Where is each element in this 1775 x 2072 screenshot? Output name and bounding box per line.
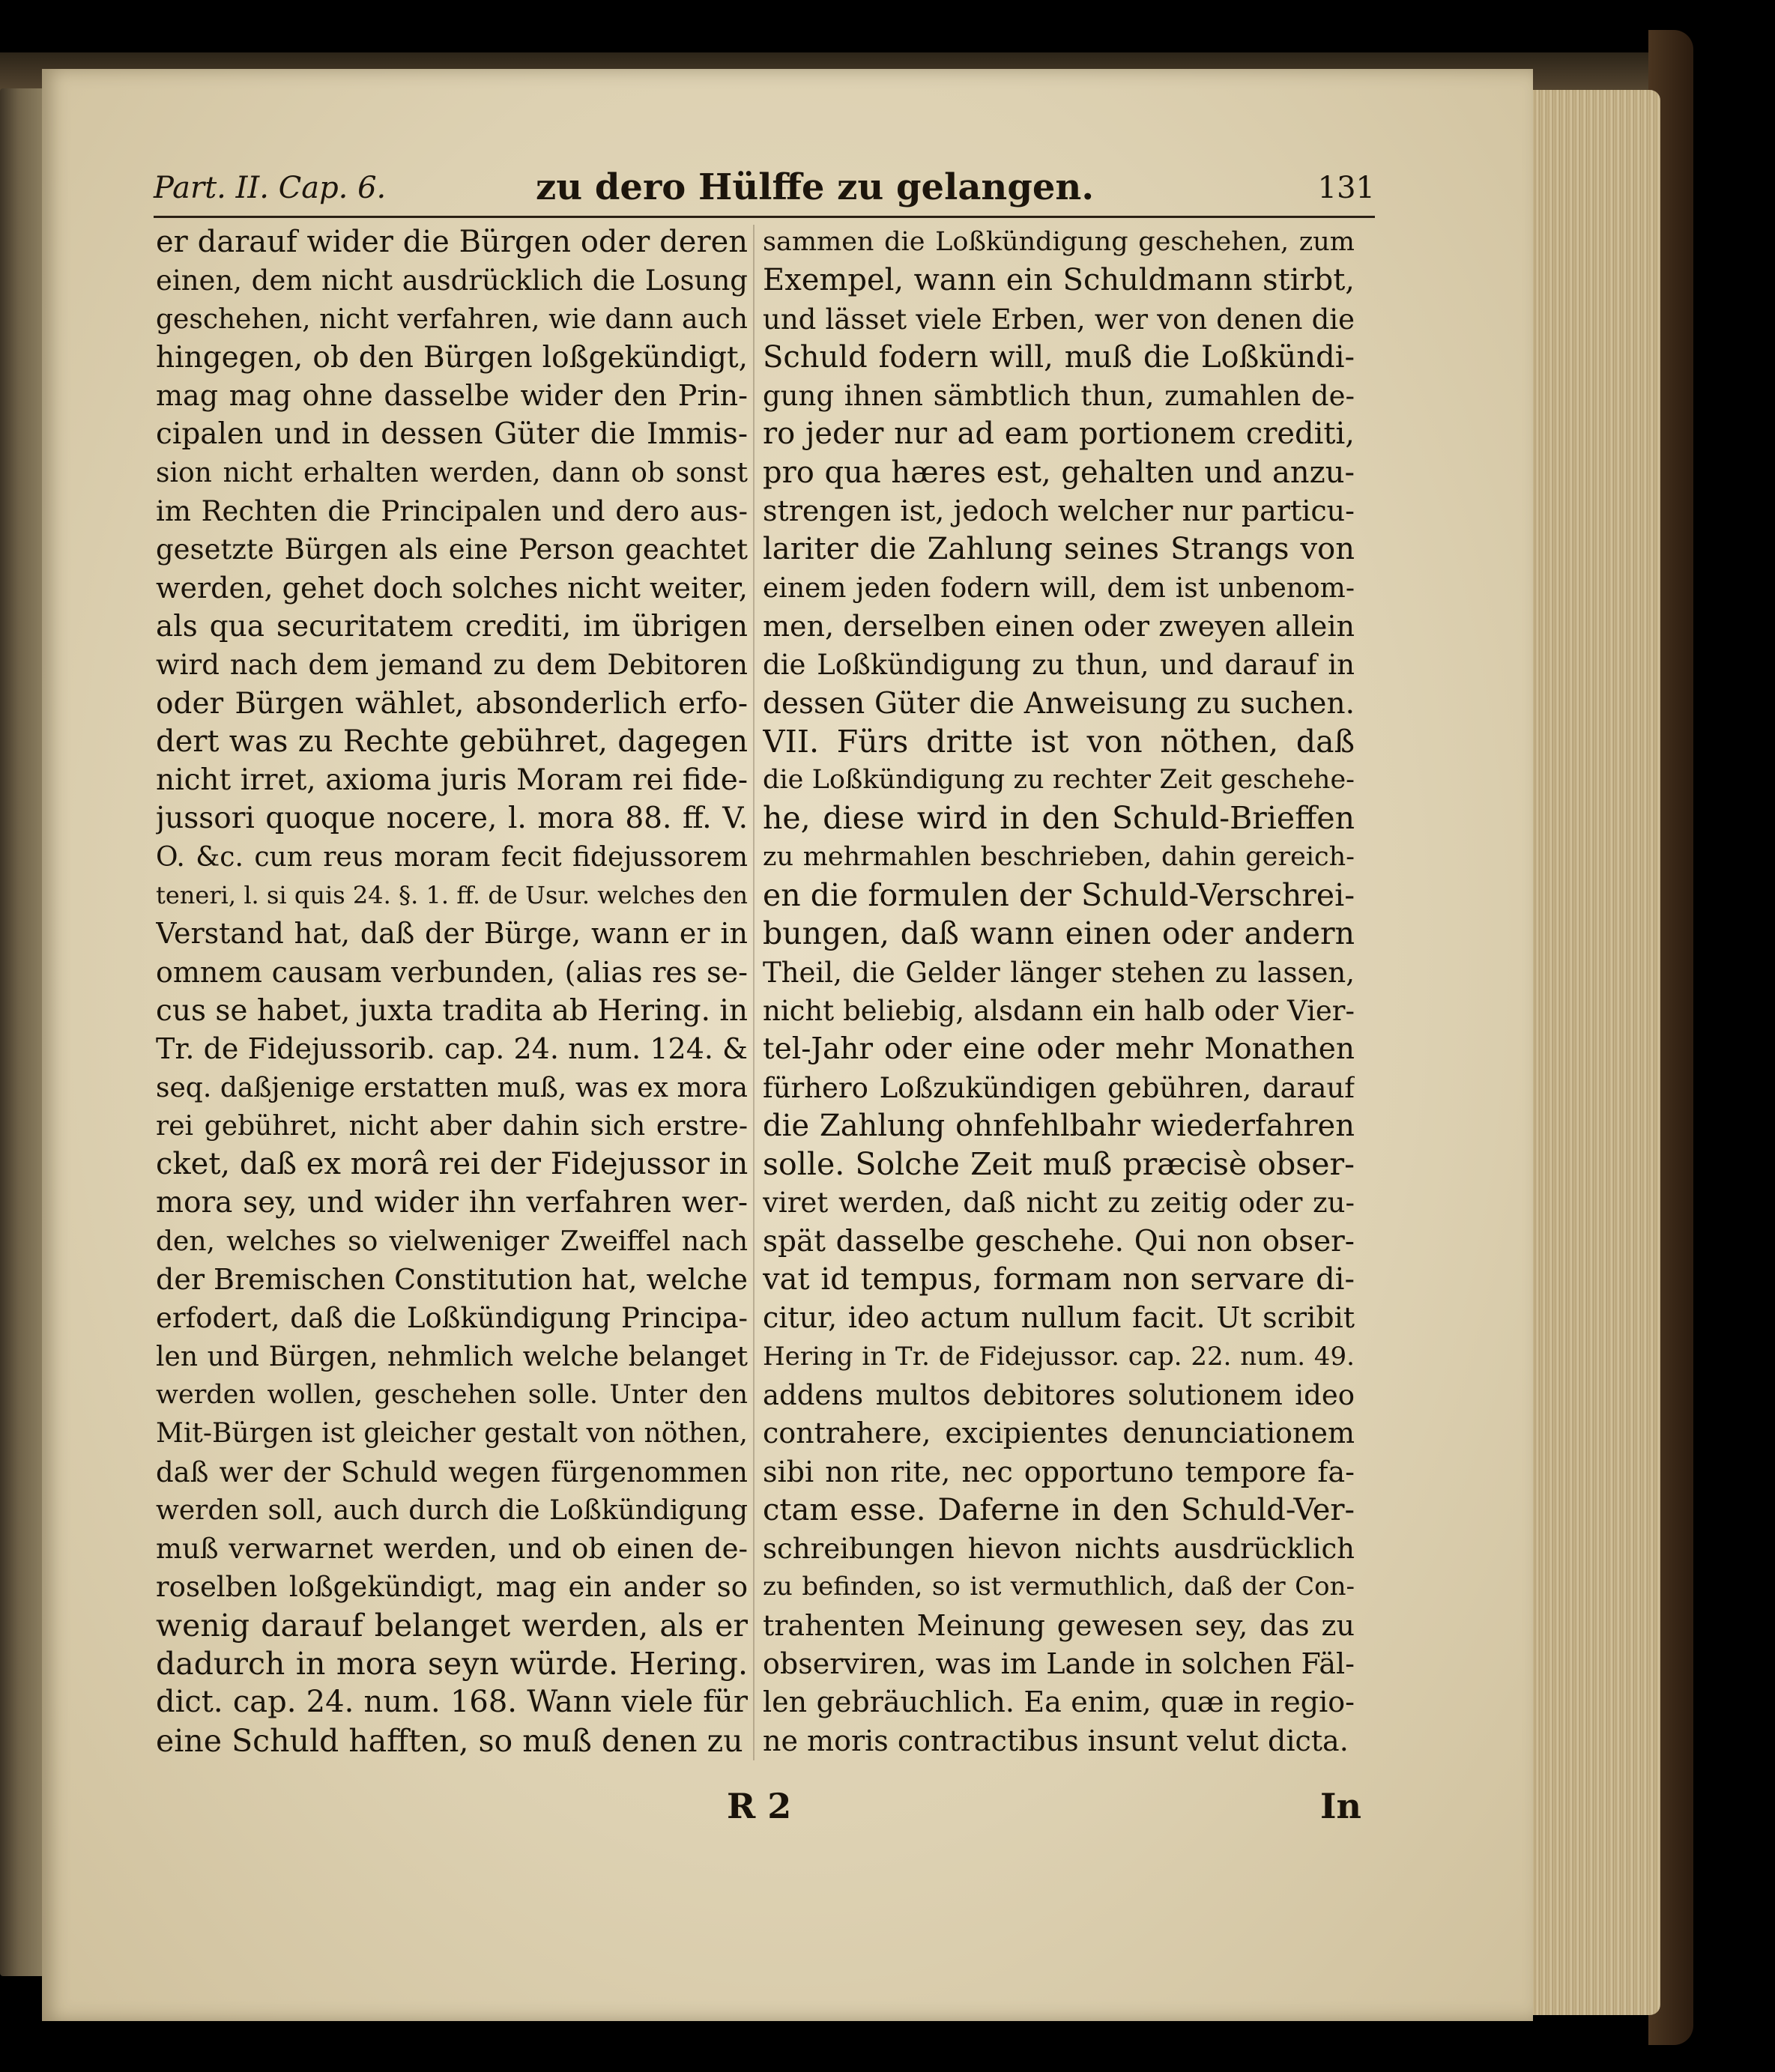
running-head	[154, 166, 1375, 219]
text-line: den, welches so vielweniger Zweiffel nach	[156, 1226, 748, 1257]
catchword: In	[1320, 1786, 1361, 1826]
text-line: mora sey, und wider ihn verfahren wer-	[156, 1186, 748, 1220]
text-line: vat id tempus, formam non servare di-	[763, 1262, 1355, 1297]
text-line: dadurch in mora seyn würde. Hering.	[156, 1645, 748, 1682]
text-line: zu befinden, so ist vermuthlich, daß der Con-	[763, 1572, 1355, 1602]
text-line: observiren, was im Lande in solchen Fäl-	[763, 1647, 1355, 1680]
text-line: Theil, die Gelder länger stehen zu lassen,	[763, 956, 1355, 989]
text-line: zu mehrmahlen beschrieben, dahin gereich-	[763, 841, 1355, 872]
running-head-chapter: Part. II. Cap. 6.	[154, 171, 387, 205]
text-line: werden, gehet doch solches nicht weiter,	[156, 571, 748, 605]
right-text-column	[763, 223, 1355, 1760]
text-line: ne moris contractibus insunt velut dicta.	[763, 1724, 1349, 1757]
text-line: Mit-Bürgen ist gleicher gestalt von nöthen,	[156, 1418, 748, 1450]
text-line: als qua securitatem crediti, im übrigen	[156, 609, 748, 643]
text-line: pro qua hæres est, gehalten und anzu-	[763, 455, 1355, 490]
text-line: O. &c. cum reus moram fecit fidejussorem	[156, 841, 748, 873]
left-text-column	[156, 223, 748, 1760]
text-line: viret werden, daß nicht zu zeitig oder zu-	[763, 1187, 1355, 1220]
text-line: omnem causam verbunden, (alias res se-	[156, 955, 748, 989]
text-line: oder Bürgen wählet, absonderlich erfo-	[156, 686, 748, 721]
text-line: addens multos debitores solutionem ideo	[763, 1378, 1355, 1411]
text-line: Hering in Tr. de Fidejussor. cap. 22. num. 49.	[763, 1341, 1355, 1372]
text-line: im Rechten die Principalen und dero aus-	[156, 495, 748, 528]
text-line: eine Schuld hafften, so muß denen zu	[156, 1722, 743, 1759]
text-line: spät dasselbe geschehe. Qui non obser-	[763, 1224, 1355, 1258]
text-line: trahenten Meinung gewesen sey, das zu	[763, 1608, 1355, 1642]
text-line: wird nach dem jemand zu dem Debitoren	[156, 649, 748, 682]
text-line: wenig darauf belanget werden, als er	[156, 1607, 748, 1644]
page-number: 131	[1317, 171, 1375, 205]
header-rule	[154, 216, 1375, 218]
previous-page-edge	[0, 88, 46, 1976]
text-line: gung ihnen sämbtlich thun, zumahlen de-	[763, 380, 1355, 413]
text-line: sibi non rite, nec opportuno tempore fa-	[763, 1455, 1355, 1488]
text-line: Schuld fodern will, muß die Loßkündi-	[763, 339, 1355, 375]
text-line: sammen die Loßkündigung geschehen, zum	[763, 227, 1355, 257]
text-line: hingegen, ob den Bürgen loßgekündigt,	[156, 340, 748, 375]
text-line: werden soll, auch durch die Loßkündigung	[156, 1494, 748, 1526]
text-line: citur, ideo actum nullum facit. Ut scribit	[763, 1301, 1355, 1335]
text-line: daß wer der Schuld wegen fürgenommen	[156, 1455, 748, 1488]
text-line: fürhero Loßzukündigen gebühren, darauf	[763, 1071, 1355, 1104]
text-line: muß verwarnet werden, und ob einen de-	[156, 1533, 748, 1566]
text-line: he, diese wird in den Schuld-Brieffen	[763, 800, 1355, 837]
text-line: die Loßkündigung zu rechter Zeit geschehe-	[763, 765, 1355, 796]
text-line: len und Bürgen, nehmlich welche belanget	[156, 1341, 748, 1372]
text-line: und lässet viele Erben, wer von denen die	[763, 303, 1355, 336]
text-line: nicht irret, axioma juris Moram rei fide-	[156, 763, 748, 798]
signature-mark: R 2	[727, 1786, 792, 1826]
text-line: tel-Jahr oder eine oder mehr Monathen	[763, 1032, 1355, 1067]
text-line: dessen Güter die Anweisung zu suchen.	[763, 686, 1355, 721]
text-line: len gebräuchlich. Ea enim, quæ in regio-	[763, 1685, 1355, 1719]
text-line: solle. Solche Zeit muß præcisè obser-	[763, 1146, 1355, 1183]
text-line: bungen, daß wann einen oder andern	[763, 915, 1355, 952]
text-line: Tr. de Fidejussorib. cap. 24. num. 124. &	[156, 1032, 748, 1066]
text-line: seq. daßjenige erstatten muß, was ex mora	[156, 1072, 748, 1103]
text-line: schreibungen hievon nichts ausdrücklich	[763, 1533, 1355, 1566]
text-line: die Zahlung ohnfehlbahr wiederfahren	[763, 1108, 1355, 1143]
text-line: sion nicht erhalten werden, dann ob sonst	[156, 457, 748, 488]
text-line: cipalen und in dessen Güter die Immis-	[156, 417, 748, 452]
text-line: contrahere, excipientes denunciationem	[763, 1417, 1355, 1450]
text-line: einem jeden fodern will, dem ist unbenom-	[763, 572, 1355, 604]
text-line: teneri, l. si quis 24. §. 1. ff. de Usur. welches den	[156, 881, 748, 910]
text-line: men, derselben einen oder zweyen allein	[763, 609, 1355, 643]
text-line: ctam esse. Daferne in den Schuld-Ver-	[763, 1492, 1355, 1527]
text-line: geschehen, nicht verfahren, wie dann auch	[156, 303, 748, 335]
text-line: ro jeder nur ad eam portionem crediti,	[763, 416, 1355, 452]
text-line: er darauf wider die Bürgen oder deren	[156, 225, 748, 259]
text-line: roselben loßgekündigt, mag ein ander so	[156, 1571, 748, 1604]
text-line: rei gebühret, nicht aber dahin sich erstre-	[156, 1110, 748, 1142]
text-line: nicht beliebig, alsdann ein halb oder Vier-	[763, 994, 1355, 1027]
text-line: der Bremischen Constitution hat, welche	[156, 1263, 748, 1297]
page-block-edges	[1533, 90, 1660, 2015]
text-line: die Loßkündigung zu thun, und darauf in	[763, 649, 1355, 682]
text-line: VII. Fürs dritte ist von nöthen, daß	[763, 723, 1355, 760]
running-head-title: zu dero Hülffe zu gelangen.	[536, 166, 1095, 208]
text-line: cket, daß ex morâ rei der Fidejussor in	[156, 1147, 748, 1182]
column-gutter	[753, 225, 755, 1760]
text-line: gesetzte Bürgen als eine Person geachtet	[156, 533, 748, 566]
text-line: einen, dem nicht ausdrücklich die Losung	[156, 264, 748, 297]
text-line: strengen ist, jedoch welcher nur particu-	[763, 494, 1355, 528]
text-line: erfodert, daß die Loßkündigung Principa-	[156, 1302, 748, 1335]
text-line: Exempel, wann ein Schuldmann stirbt,	[763, 263, 1355, 298]
text-line: werden wollen, geschehen solle. Unter den	[156, 1379, 748, 1410]
text-line: dict. cap. 24. num. 168. Wann viele für	[156, 1685, 748, 1720]
text-line: en die formulen der Schuld-Verschrei-	[763, 877, 1355, 914]
text-line: dert was zu Rechte gebühret, dagegen	[156, 724, 748, 759]
text-line: lariter die Zahlung seines Strangs von	[763, 532, 1355, 567]
text-line: Verstand hat, daß der Bürge, wann er in	[156, 917, 748, 951]
text-line: jussori quoque nocere, l. mora 88. ff. V.	[156, 802, 748, 836]
text-line: cus se habet, juxta tradita ab Hering. in	[156, 993, 748, 1028]
text-line: mag mag ohne dasselbe wider den Prin-	[156, 379, 748, 413]
